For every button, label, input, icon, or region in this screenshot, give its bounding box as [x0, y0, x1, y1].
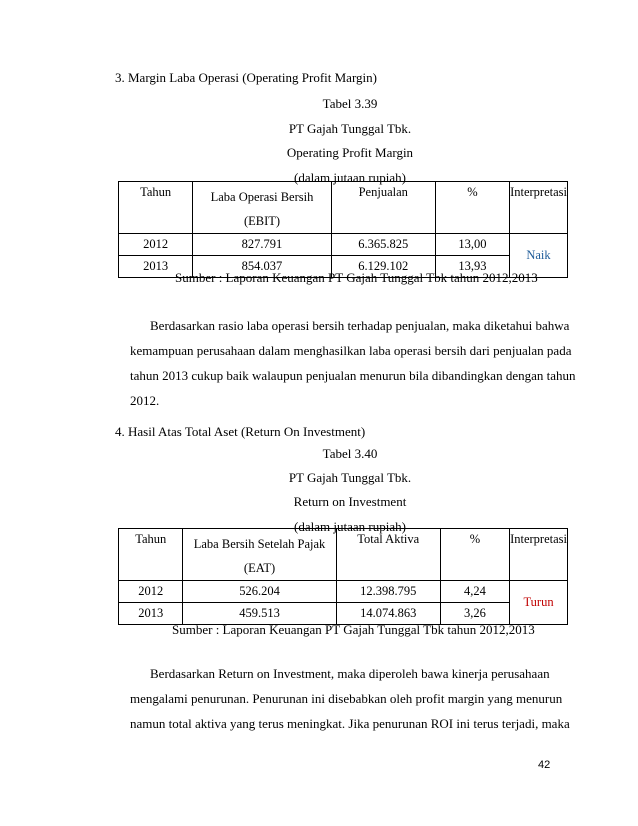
- table-row: [119, 581, 568, 603]
- header-tahun: Tahun: [119, 529, 183, 581]
- cell-percent: 13,93: [435, 256, 509, 278]
- header-percent: %: [435, 182, 509, 234]
- cell-total-aktiva: 12.398.795: [336, 581, 440, 603]
- section4-table: [118, 528, 568, 625]
- cell-year: 2013: [119, 256, 193, 278]
- section4-table-number: Tabel 3.40: [322, 446, 378, 461]
- paragraph-line: namun total aktiva yang terus meningkat. Jika penurunan ROI ini terus terjadi, maka: [130, 716, 570, 731]
- cell-profit: 854.037: [193, 256, 331, 278]
- section3-subtitle: Operating Profit Margin: [286, 145, 414, 160]
- header-interpretasi: Interpretasi: [510, 182, 568, 234]
- cell-profit: 459.513: [183, 603, 336, 625]
- cell-interpretation: Turun: [510, 581, 568, 625]
- section4-subtitle: Return on Investment: [293, 494, 407, 509]
- paragraph-line: Berdasarkan rasio laba operasi bersih terhadap penjualan, maka diketahui bahwa: [150, 318, 570, 333]
- cell-penjualan: 6.129.102: [331, 256, 435, 278]
- header-laba: Laba Operasi Bersih (EBIT): [193, 182, 331, 234]
- section4-heading: 4. Hasil Atas Total Aset (Return On Investment): [115, 424, 366, 439]
- section3-table-number: Tabel 3.39: [322, 96, 378, 111]
- cell-percent: 4,24: [440, 581, 509, 603]
- cell-penjualan: 6.365.825: [331, 234, 435, 256]
- section3-paragraph: [130, 313, 590, 413]
- header-percent: %: [440, 529, 509, 581]
- table-header-row: [119, 529, 568, 581]
- header-laba: Laba Bersih Setelah Pajak (EAT): [183, 529, 336, 581]
- cell-year: 2013: [119, 603, 183, 625]
- section3-unit: (dalam jutaan rupiah): [294, 170, 406, 185]
- cell-year: 2012: [119, 581, 183, 603]
- table-row: [119, 234, 568, 256]
- section4-source: Sumber : Laporan Keuangan PT Gajah Tunggal Tbk tahun 2012,2013: [172, 622, 535, 637]
- cell-total-aktiva: 14.074.863: [336, 603, 440, 625]
- header-interpretasi: Interpretasi: [510, 529, 568, 581]
- cell-profit: 827.791: [193, 234, 331, 256]
- cell-profit: 526.204: [183, 581, 336, 603]
- cell-percent: 13,00: [435, 234, 509, 256]
- section3-company: PT Gajah Tunggal Tbk.: [288, 121, 412, 136]
- cell-interpretation: Naik: [510, 234, 568, 278]
- section4-company: PT Gajah Tunggal Tbk.: [288, 470, 412, 485]
- paragraph-line: Berdasarkan Return on Investment, maka diperoleh bawa kinerja perusahaan: [150, 666, 550, 681]
- header-total-aktiva: Total Aktiva: [336, 529, 440, 581]
- section4-paragraph: [130, 661, 590, 736]
- paragraph-line: mengalami penurunan. Penurunan ini disebabkan oleh profit margin yang menurun: [130, 691, 563, 706]
- paragraph-line: kemampuan perusahaan dalam menghasilkan laba operasi bersih dari penjualan pada: [130, 343, 572, 358]
- section3-table: [118, 181, 568, 278]
- paragraph-line: tahun 2013 cukup baik walaupun penjualan menurun bila dibandingkan dengan tahun: [130, 368, 576, 383]
- table-header-row: [119, 182, 568, 234]
- section3-source: Sumber : Laporan Keuangan PT Gajah Tunggal Tbk tahun 2012,2013: [175, 270, 538, 285]
- cell-year: 2012: [119, 234, 193, 256]
- section4-unit: (dalam jutaan rupiah): [294, 519, 406, 534]
- cell-percent: 3,26: [440, 603, 509, 625]
- paragraph-line: 2012.: [130, 393, 160, 408]
- page-number: 42: [538, 759, 551, 771]
- header-penjualan: Penjualan: [331, 182, 435, 234]
- header-tahun: Tahun: [119, 182, 193, 234]
- section3-heading: 3. Margin Laba Operasi (Operating Profit Margin): [115, 70, 377, 85]
